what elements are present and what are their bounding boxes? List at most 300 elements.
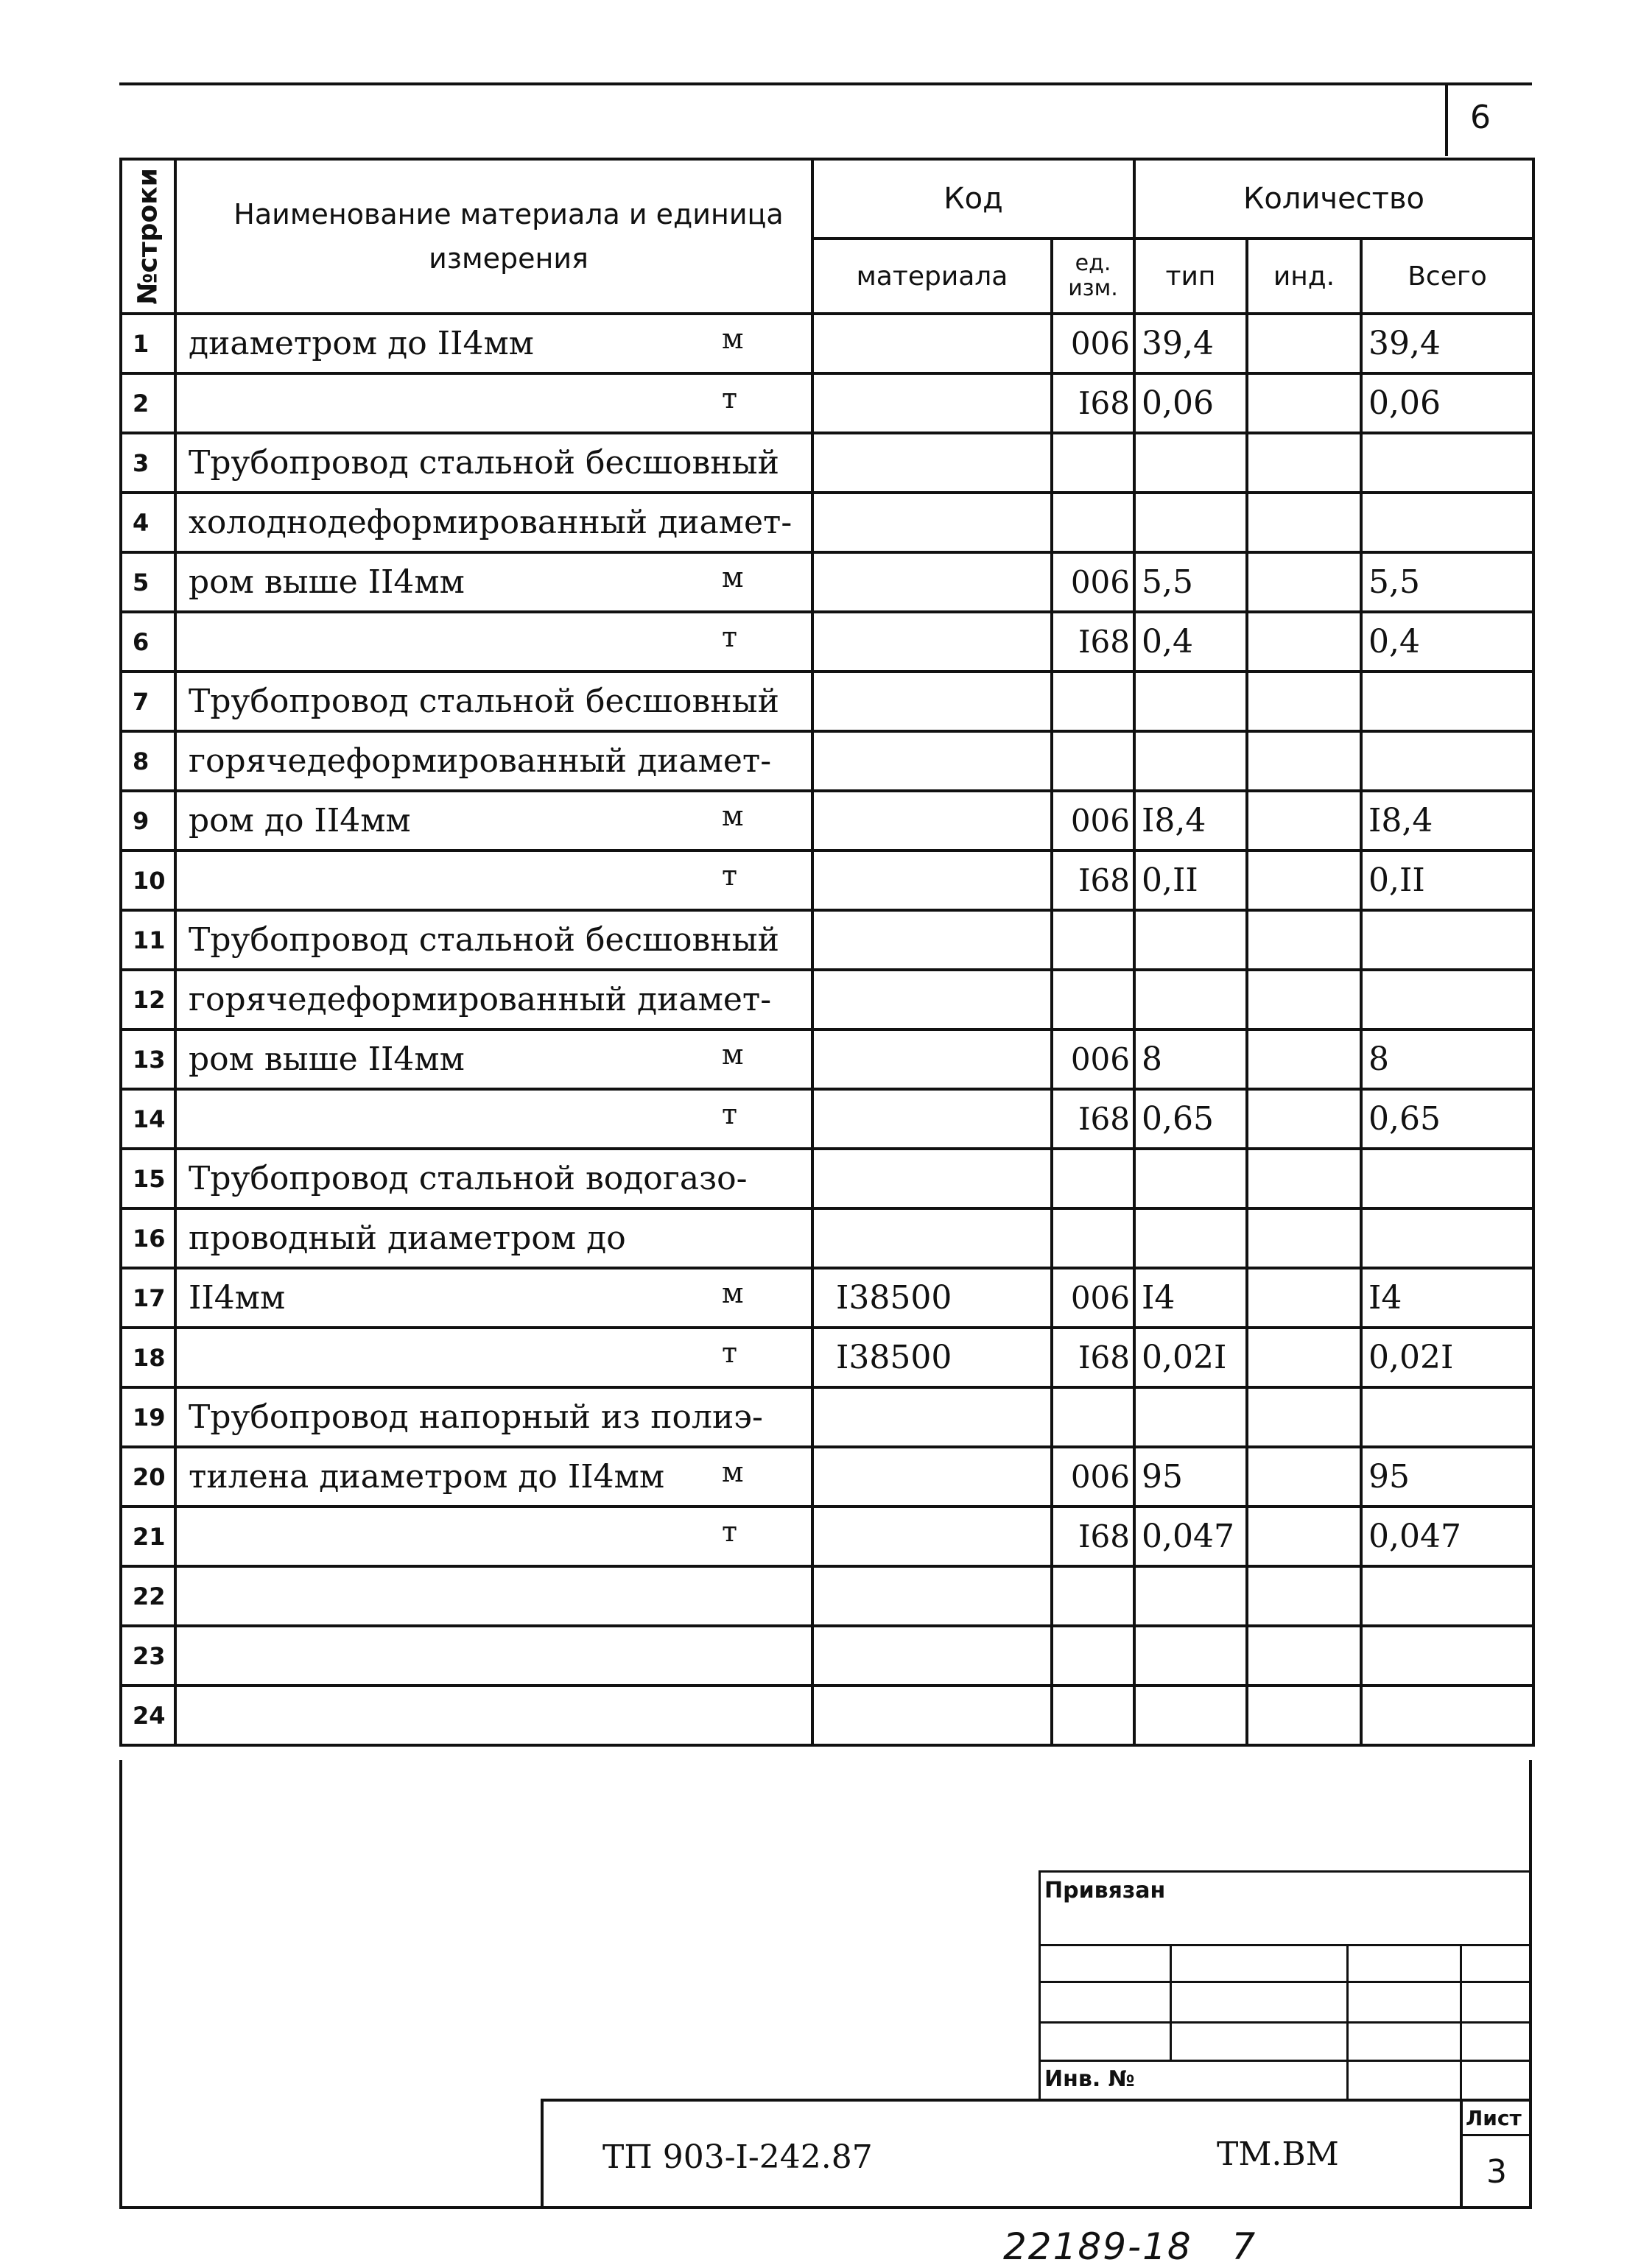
row-number-cell [121, 314, 175, 373]
row-number-text: 14 [133, 1105, 166, 1133]
row-number-text: 17 [133, 1283, 166, 1312]
qty-type-cell [1134, 1507, 1247, 1566]
header-code-unit: ед. изм. [1052, 239, 1134, 314]
document-code: ТП 903-I-242.87 [602, 2138, 873, 2176]
table-row [121, 791, 1533, 850]
qty-total-cell [1361, 791, 1533, 850]
qty-total-cell [1361, 1566, 1533, 1626]
material-code-cell [812, 1208, 1052, 1268]
unit-code-text: I68 [1078, 624, 1130, 660]
material-name-text: тилена диаметром до II4мм [189, 1458, 665, 1496]
material-code-cell [812, 1029, 1052, 1089]
unit-code-text: 006 [1070, 564, 1130, 600]
header-row-number: №строки [121, 159, 175, 314]
sheet-box-left [1460, 2099, 1463, 2209]
sheet-box-divider [1460, 2134, 1532, 2136]
qty-type-text: I8,4 [1142, 802, 1206, 839]
table-row [121, 552, 1533, 612]
row-number-cell [121, 1507, 175, 1566]
title-block-left [541, 2099, 544, 2209]
row-number-cell [121, 970, 175, 1029]
qty-ind-cell [1247, 1626, 1361, 1686]
material-code-cell [812, 850, 1052, 910]
material-code-cell [812, 731, 1052, 791]
qty-total-cell [1361, 493, 1533, 552]
table-row [121, 1029, 1533, 1089]
row-number-cell [121, 850, 175, 910]
qty-ind-cell [1247, 433, 1361, 493]
material-name-cell [175, 1566, 812, 1626]
material-name-text: Трубопровод стальной водогазо- [189, 1160, 748, 1197]
row-number-text: 23 [133, 1641, 166, 1670]
table-row [121, 1447, 1533, 1507]
qty-type-cell [1134, 970, 1247, 1029]
measure-unit-text: м [722, 323, 744, 355]
row-number-cell [121, 1208, 175, 1268]
header-qty-total: Всего [1361, 239, 1533, 314]
material-name-cell [175, 731, 812, 791]
qty-type-text: I4 [1142, 1279, 1176, 1317]
material-name-text: холоднодеформированный диамет- [189, 504, 793, 541]
privyazan-grid-v2 [1346, 1944, 1349, 2099]
qty-type-cell [1134, 791, 1247, 850]
qty-total-text: 8 [1368, 1040, 1389, 1078]
qty-ind-cell [1247, 552, 1361, 612]
unit-code-cell [1052, 1566, 1134, 1626]
qty-total-text: I8,4 [1368, 802, 1433, 839]
qty-total-text: 0,047 [1368, 1518, 1461, 1555]
qty-total-cell [1361, 1507, 1533, 1566]
row-number-text: 6 [133, 627, 150, 656]
qty-total-cell [1361, 1686, 1533, 1745]
row-number-cell [121, 1149, 175, 1208]
unit-code-text: 006 [1070, 1280, 1130, 1316]
material-code-cell [812, 672, 1052, 731]
qty-type-cell [1134, 1029, 1247, 1089]
material-code-cell [812, 493, 1052, 552]
material-name-text: Трубопровод стальной бесшовный [189, 921, 779, 959]
material-name-cell [175, 1626, 812, 1686]
qty-ind-cell [1247, 373, 1361, 433]
qty-type-cell [1134, 612, 1247, 672]
material-code-cell [812, 1268, 1052, 1328]
material-code-cell [812, 1626, 1052, 1686]
qty-type-cell [1134, 493, 1247, 552]
row-number-cell [121, 672, 175, 731]
qty-total-cell [1361, 1089, 1533, 1149]
material-code-cell [812, 1149, 1052, 1208]
material-code-cell [812, 970, 1052, 1029]
row-number-text: 13 [133, 1045, 166, 1074]
header-qty-ind: инд. [1247, 239, 1361, 314]
material-name-text: горячедеформированный диамет- [189, 981, 772, 1018]
header-code-material: материала [812, 239, 1052, 314]
qty-total-cell [1361, 1447, 1533, 1507]
row-number-text: 4 [133, 508, 150, 537]
material-name-cell [175, 1268, 812, 1328]
table-row [121, 1328, 1533, 1387]
material-name-cell [175, 1387, 812, 1447]
unit-code-text: 006 [1070, 1459, 1130, 1495]
measure-unit-text: м [722, 561, 744, 594]
qty-type-cell [1134, 1447, 1247, 1507]
qty-total-text: 95 [1368, 1458, 1410, 1496]
material-name-cell [175, 433, 812, 493]
table-row [121, 433, 1533, 493]
qty-total-cell [1361, 612, 1533, 672]
qty-type-cell [1134, 1626, 1247, 1686]
row-number-text: 5 [133, 568, 150, 596]
table-row [121, 493, 1533, 552]
qty-type-text: 39,4 [1142, 325, 1214, 362]
unit-code-cell [1052, 314, 1134, 373]
unit-code-text: 006 [1070, 325, 1130, 362]
qty-total-cell [1361, 970, 1533, 1029]
unit-code-cell [1052, 1626, 1134, 1686]
row-number-text: 11 [133, 926, 166, 954]
row-number-cell [121, 552, 175, 612]
table-row [121, 1268, 1533, 1328]
document-mark: ТМ.ВМ [1217, 2135, 1339, 2173]
unit-code-cell [1052, 1686, 1134, 1745]
unit-code-cell [1052, 850, 1134, 910]
qty-type-cell [1134, 1208, 1247, 1268]
measure-unit-text: м [722, 1277, 744, 1309]
qty-ind-cell [1247, 1029, 1361, 1089]
unit-code-cell [1052, 791, 1134, 850]
qty-type-cell [1134, 1328, 1247, 1387]
unit-code-cell [1052, 970, 1134, 1029]
table-row [121, 1626, 1533, 1686]
qty-total-cell [1361, 731, 1533, 791]
material-name-cell [175, 552, 812, 612]
qty-total-text: 0,4 [1368, 623, 1420, 661]
sheet-label: Лист [1466, 2106, 1522, 2130]
material-name-cell [175, 1686, 812, 1745]
table-row [121, 1686, 1533, 1745]
qty-type-cell [1134, 552, 1247, 612]
inv-no-label: Инв. № [1044, 2066, 1135, 2092]
qty-ind-cell [1247, 850, 1361, 910]
qty-total-cell [1361, 314, 1533, 373]
qty-total-text: 0,02I [1368, 1339, 1454, 1376]
material-name-cell [175, 314, 812, 373]
qty-ind-cell [1247, 1089, 1361, 1149]
material-name-cell [175, 970, 812, 1029]
row-number-cell [121, 1626, 175, 1686]
qty-ind-cell [1247, 1387, 1361, 1447]
qty-type-text: 95 [1142, 1458, 1183, 1496]
qty-type-cell [1134, 672, 1247, 731]
qty-total-cell [1361, 850, 1533, 910]
qty-type-text: 0,047 [1142, 1518, 1234, 1555]
unit-code-cell [1052, 612, 1134, 672]
table-row [121, 1089, 1533, 1149]
row-number-text: 8 [133, 747, 150, 775]
unit-code-cell [1052, 373, 1134, 433]
row-number-text: 10 [133, 866, 166, 895]
privyazan-grid-v1 [1170, 1944, 1172, 2060]
material-name-text: диаметром до II4мм [189, 325, 534, 362]
privyazan-grid-v3 [1460, 1944, 1462, 2099]
row-number-text: 9 [133, 806, 150, 835]
table-row [121, 850, 1533, 910]
row-number-cell [121, 1268, 175, 1328]
qty-total-cell [1361, 1029, 1533, 1089]
sheet-number: 3 [1486, 2153, 1507, 2191]
qty-total-cell [1361, 1208, 1533, 1268]
qty-total-text: 5,5 [1368, 563, 1420, 601]
qty-total-cell [1361, 1626, 1533, 1686]
row-number-cell [121, 612, 175, 672]
unit-code-cell [1052, 731, 1134, 791]
table-row [121, 1566, 1533, 1626]
qty-type-text: 0,65 [1142, 1100, 1214, 1138]
qty-type-cell [1134, 433, 1247, 493]
qty-total-cell [1361, 1268, 1533, 1328]
qty-ind-cell [1247, 1686, 1361, 1745]
material-code-cell [812, 314, 1052, 373]
header-quantity: Количество [1134, 159, 1533, 239]
qty-type-text: 5,5 [1142, 563, 1193, 601]
row-number-cell [121, 1447, 175, 1507]
row-number-cell [121, 1029, 175, 1089]
specification-table [119, 158, 1535, 1747]
qty-total-text: 0,II [1368, 862, 1425, 899]
material-code-cell [812, 1447, 1052, 1507]
unit-code-text: I68 [1078, 862, 1130, 898]
material-name-cell [175, 1507, 812, 1566]
qty-ind-cell [1247, 1149, 1361, 1208]
material-code-cell [812, 433, 1052, 493]
material-code-cell [812, 552, 1052, 612]
table-row [121, 1387, 1533, 1447]
qty-total-cell [1361, 552, 1533, 612]
unit-code-text: 006 [1070, 803, 1130, 839]
qty-ind-cell [1247, 1208, 1361, 1268]
qty-ind-cell [1247, 910, 1361, 970]
material-name-cell [175, 612, 812, 672]
privyazan-grid-h3 [1039, 2021, 1532, 2024]
row-number-text: 16 [133, 1224, 166, 1253]
qty-ind-cell [1247, 493, 1361, 552]
qty-total-text: I4 [1368, 1279, 1402, 1317]
qty-total-text: 0,06 [1368, 384, 1441, 422]
material-name-cell [175, 791, 812, 850]
qty-total-text: 39,4 [1368, 325, 1441, 362]
material-name-cell [175, 1328, 812, 1387]
unit-code-cell [1052, 1208, 1134, 1268]
table-row [121, 1149, 1533, 1208]
row-number-text: 12 [133, 985, 166, 1014]
qty-type-text: 0,II [1142, 862, 1198, 899]
row-number-text: 18 [133, 1343, 166, 1372]
qty-ind-cell [1247, 314, 1361, 373]
header-qty-type: тип [1134, 239, 1247, 314]
measure-unit-text: т [722, 859, 738, 892]
qty-total-text: 0,65 [1368, 1100, 1441, 1138]
frame-left [119, 1760, 122, 2209]
material-name-text: Трубопровод напорный из полиэ- [189, 1398, 763, 1436]
qty-type-cell [1134, 1089, 1247, 1149]
material-code-text: I38500 [836, 1339, 952, 1376]
qty-type-cell [1134, 1686, 1247, 1745]
qty-total-cell [1361, 910, 1533, 970]
qty-type-cell [1134, 1149, 1247, 1208]
table-row [121, 373, 1533, 433]
row-number-text: 20 [133, 1462, 166, 1491]
material-name-text: Трубопровод стальной бесшовный [189, 683, 779, 720]
material-code-cell [812, 1686, 1052, 1745]
qty-total-cell [1361, 1328, 1533, 1387]
unit-code-cell [1052, 1029, 1134, 1089]
top-rule [119, 82, 1532, 85]
privyazan-grid-h1 [1039, 1944, 1532, 1946]
row-number-text: 21 [133, 1522, 166, 1551]
qty-ind-cell [1247, 791, 1361, 850]
row-number-cell [121, 910, 175, 970]
material-code-cell [812, 612, 1052, 672]
table-row [121, 910, 1533, 970]
unit-code-text: I68 [1078, 385, 1130, 421]
frame-bottom [119, 2206, 1532, 2209]
privyazan-left [1039, 1870, 1041, 2099]
qty-ind-cell [1247, 1566, 1361, 1626]
row-number-cell [121, 1387, 175, 1447]
material-name-cell [175, 373, 812, 433]
material-name-cell [175, 910, 812, 970]
measure-unit-text: м [722, 800, 744, 832]
material-code-cell [812, 373, 1052, 433]
privyazan-grid-h4 [1039, 2060, 1532, 2062]
material-name-cell [175, 1029, 812, 1089]
material-code-cell [812, 1328, 1052, 1387]
table-row [121, 672, 1533, 731]
qty-type-text: 8 [1142, 1040, 1162, 1078]
qty-type-cell [1134, 314, 1247, 373]
frame-right [1529, 1760, 1532, 2209]
row-number-text: 7 [133, 687, 150, 716]
specification-rows [121, 314, 1533, 1745]
unit-code-cell [1052, 433, 1134, 493]
row-number-cell [121, 791, 175, 850]
row-number-text: 24 [133, 1701, 166, 1730]
qty-type-cell [1134, 1566, 1247, 1626]
header-material-name: Наименование материала и единица измерения [175, 159, 812, 314]
measure-unit-text: м [722, 1456, 744, 1488]
qty-total-cell [1361, 672, 1533, 731]
row-number-text: 1 [133, 329, 150, 358]
material-name-text: Трубопровод стальной бесшовный [189, 444, 779, 482]
measure-unit-text: т [722, 621, 738, 653]
material-name-cell [175, 1149, 812, 1208]
qty-type-text: 0,02I [1142, 1339, 1227, 1376]
row-number-text: 19 [133, 1403, 166, 1431]
row-number-cell [121, 373, 175, 433]
row-number-cell [121, 1566, 175, 1626]
qty-ind-cell [1247, 1328, 1361, 1387]
unit-code-cell [1052, 1268, 1134, 1328]
row-number-cell [121, 493, 175, 552]
measure-unit-text: т [722, 1336, 738, 1369]
material-code-cell [812, 1387, 1052, 1447]
measure-unit-text: т [722, 1098, 738, 1130]
unit-code-cell [1052, 1447, 1134, 1507]
qty-type-text: 0,06 [1142, 384, 1214, 422]
page-number: 6 [1470, 99, 1491, 136]
qty-total-cell [1361, 373, 1533, 433]
qty-total-cell [1361, 433, 1533, 493]
qty-ind-cell [1247, 970, 1361, 1029]
measure-unit-text: т [722, 382, 738, 415]
material-code-cell [812, 1566, 1052, 1626]
qty-ind-cell [1247, 1447, 1361, 1507]
material-code-cell [812, 1507, 1052, 1566]
row-number-cell [121, 731, 175, 791]
qty-type-cell [1134, 850, 1247, 910]
measure-unit-text: м [722, 1038, 744, 1071]
row-number-cell [121, 433, 175, 493]
qty-ind-cell [1247, 1507, 1361, 1566]
privyazan-label: Привязан [1044, 1878, 1166, 1904]
material-code-cell [812, 791, 1052, 850]
table-row [121, 731, 1533, 791]
qty-ind-cell [1247, 672, 1361, 731]
row-number-text: 2 [133, 389, 150, 418]
qty-ind-cell [1247, 1268, 1361, 1328]
material-name-text: горячедеформированный диамет- [189, 742, 772, 780]
unit-code-text: I68 [1078, 1101, 1130, 1137]
material-name-cell [175, 493, 812, 552]
unit-code-cell [1052, 1328, 1134, 1387]
footer-handwritten-number: 22189-18 7 [1003, 2225, 1257, 2268]
unit-code-cell [1052, 1507, 1134, 1566]
material-name-text: ром выше II4мм [189, 1040, 465, 1078]
unit-code-text: I68 [1078, 1518, 1130, 1554]
unit-code-cell [1052, 672, 1134, 731]
qty-ind-cell [1247, 612, 1361, 672]
row-number-text: 15 [133, 1164, 166, 1193]
qty-ind-cell [1247, 731, 1361, 791]
material-name-cell [175, 1208, 812, 1268]
material-name-text: II4мм [189, 1279, 286, 1317]
row-number-cell [121, 1686, 175, 1745]
qty-type-cell [1134, 910, 1247, 970]
row-number-text: 3 [133, 448, 150, 477]
unit-code-cell [1052, 493, 1134, 552]
material-code-cell [812, 910, 1052, 970]
unit-code-cell [1052, 552, 1134, 612]
material-name-cell [175, 850, 812, 910]
privyazan-top [1039, 1870, 1532, 1873]
qty-type-cell [1134, 1387, 1247, 1447]
table-row [121, 1507, 1533, 1566]
table-row [121, 612, 1533, 672]
title-block-top [541, 2099, 1532, 2102]
qty-type-cell [1134, 731, 1247, 791]
material-name-cell [175, 1089, 812, 1149]
page-number-box-left [1445, 82, 1448, 156]
header-code: Код [812, 159, 1134, 239]
qty-total-cell [1361, 1149, 1533, 1208]
material-code-text: I38500 [836, 1279, 952, 1317]
unit-code-text: 006 [1070, 1041, 1130, 1077]
measure-unit-text: т [722, 1515, 738, 1548]
table-row [121, 1208, 1533, 1268]
material-name-text: ром выше II4мм [189, 563, 465, 601]
unit-code-cell [1052, 1089, 1134, 1149]
privyazan-grid-h2 [1039, 1981, 1532, 1983]
